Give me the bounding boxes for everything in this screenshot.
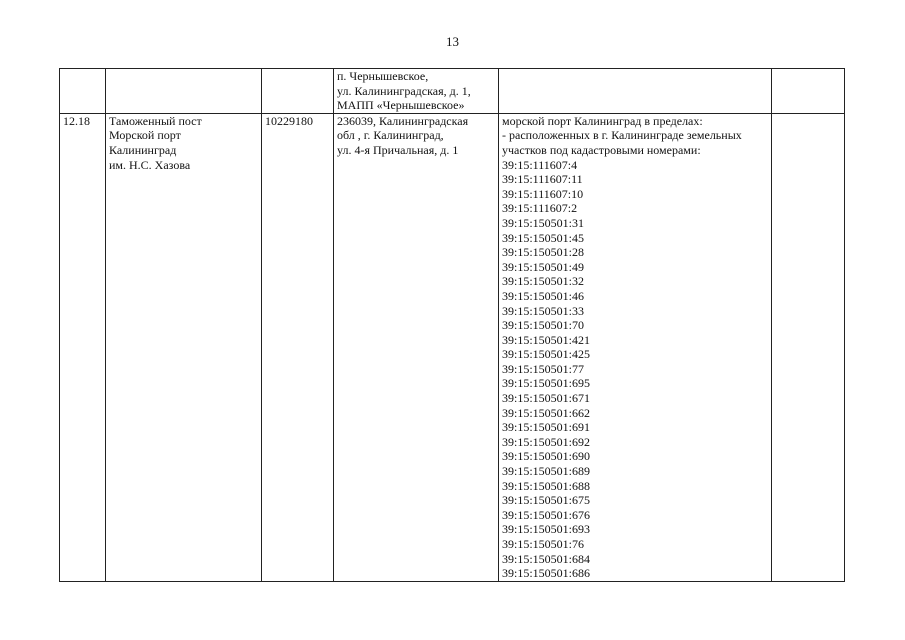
cadastral-number: 39:15:150501:76 (502, 537, 585, 551)
name-line: Калининград (109, 142, 177, 157)
cadastral-number: 39:15:150501:33 (502, 303, 585, 318)
cadastral-number: 39:15:150501:28 (502, 245, 585, 260)
cell-code-empty (262, 69, 334, 114)
cadastral-number: 39:15:150501:675 (502, 493, 591, 508)
customs-post-code: 10229180 (262, 113, 334, 581)
cadastral-number: 39:15:111607:10 (502, 186, 584, 201)
cadastral-number: 39:15:150501:662 (502, 405, 591, 420)
cell-note-empty (772, 69, 845, 114)
cadastral-number: 39:15:150501:49 (502, 259, 585, 274)
cadastral-number: 39:15:111607:2 (502, 201, 578, 216)
name-line: Таможенный пост (109, 113, 202, 128)
cadastral-number: 39:15:150501:693 (502, 522, 591, 537)
row-number: 12.18 (60, 113, 106, 581)
cadastral-number: 39:15:150501:686 (502, 566, 591, 581)
address-line: ул. 4-я Причальная, д. 1 (337, 142, 459, 157)
customs-posts-table (59, 68, 845, 582)
cadastral-number: 39:15:150501:690 (502, 449, 591, 464)
name-line: Морской порт (109, 128, 181, 143)
cadastral-number: 39:15:111607:11 (502, 172, 583, 187)
zone-intro-line: морской порт Калининград в пределах: (502, 113, 703, 128)
zone-intro-line: - расположенных в г. Калининграде земельных (502, 128, 742, 143)
cell-note-empty (772, 113, 845, 581)
cadastral-number: 39:15:150501:689 (502, 464, 591, 479)
cadastral-number: 39:15:111607:4 (502, 157, 578, 172)
cadastral-number: 39:15:150501:46 (502, 288, 585, 303)
customs-post-name (106, 113, 262, 581)
name-line: им. Н.С. Хазова (109, 157, 191, 172)
cadastral-number: 39:15:150501:32 (502, 274, 585, 289)
cadastral-number: 39:15:150501:425 (502, 347, 591, 362)
cadastral-number: 39:15:150501:45 (502, 230, 585, 245)
operation-zone (499, 113, 772, 581)
address-line: п. Чернышевское, (337, 69, 429, 83)
cadastral-number: 39:15:150501:77 (502, 361, 585, 376)
cell-name-empty (106, 69, 262, 114)
cell-zone-empty (499, 69, 772, 114)
cadastral-number: 39:15:150501:684 (502, 551, 591, 566)
page-number: 13 (446, 34, 459, 49)
cadastral-number: 39:15:150501:671 (502, 391, 591, 406)
address-line: МАПП «Чернышевское» (337, 98, 465, 113)
cadastral-number: 39:15:150501:31 (502, 215, 585, 230)
cadastral-number: 39:15:150501:688 (502, 478, 591, 493)
cadastral-number: 39:15:150501:421 (502, 332, 591, 347)
table-row (60, 113, 845, 581)
address-line: 236039, Калининградская (337, 113, 469, 128)
cadastral-number: 39:15:150501:692 (502, 434, 591, 449)
cadastral-number: 39:15:150501:695 (502, 376, 591, 391)
customs-post-address (334, 113, 499, 581)
cadastral-number: 39:15:150501:70 (502, 318, 585, 333)
zone-intro-line: участков под кадастровыми номерами: (502, 142, 701, 157)
address-line: обл , г. Калининград, (337, 128, 444, 143)
continuation-row (60, 69, 845, 114)
cell-address-continued (334, 69, 499, 114)
cadastral-number-list (502, 158, 768, 581)
cadastral-number: 39:15:150501:676 (502, 507, 591, 522)
cadastral-number: 39:15:150501:691 (502, 420, 591, 435)
cell-number-empty (60, 69, 106, 114)
address-line: ул. Калининградская, д. 1, (337, 83, 471, 98)
